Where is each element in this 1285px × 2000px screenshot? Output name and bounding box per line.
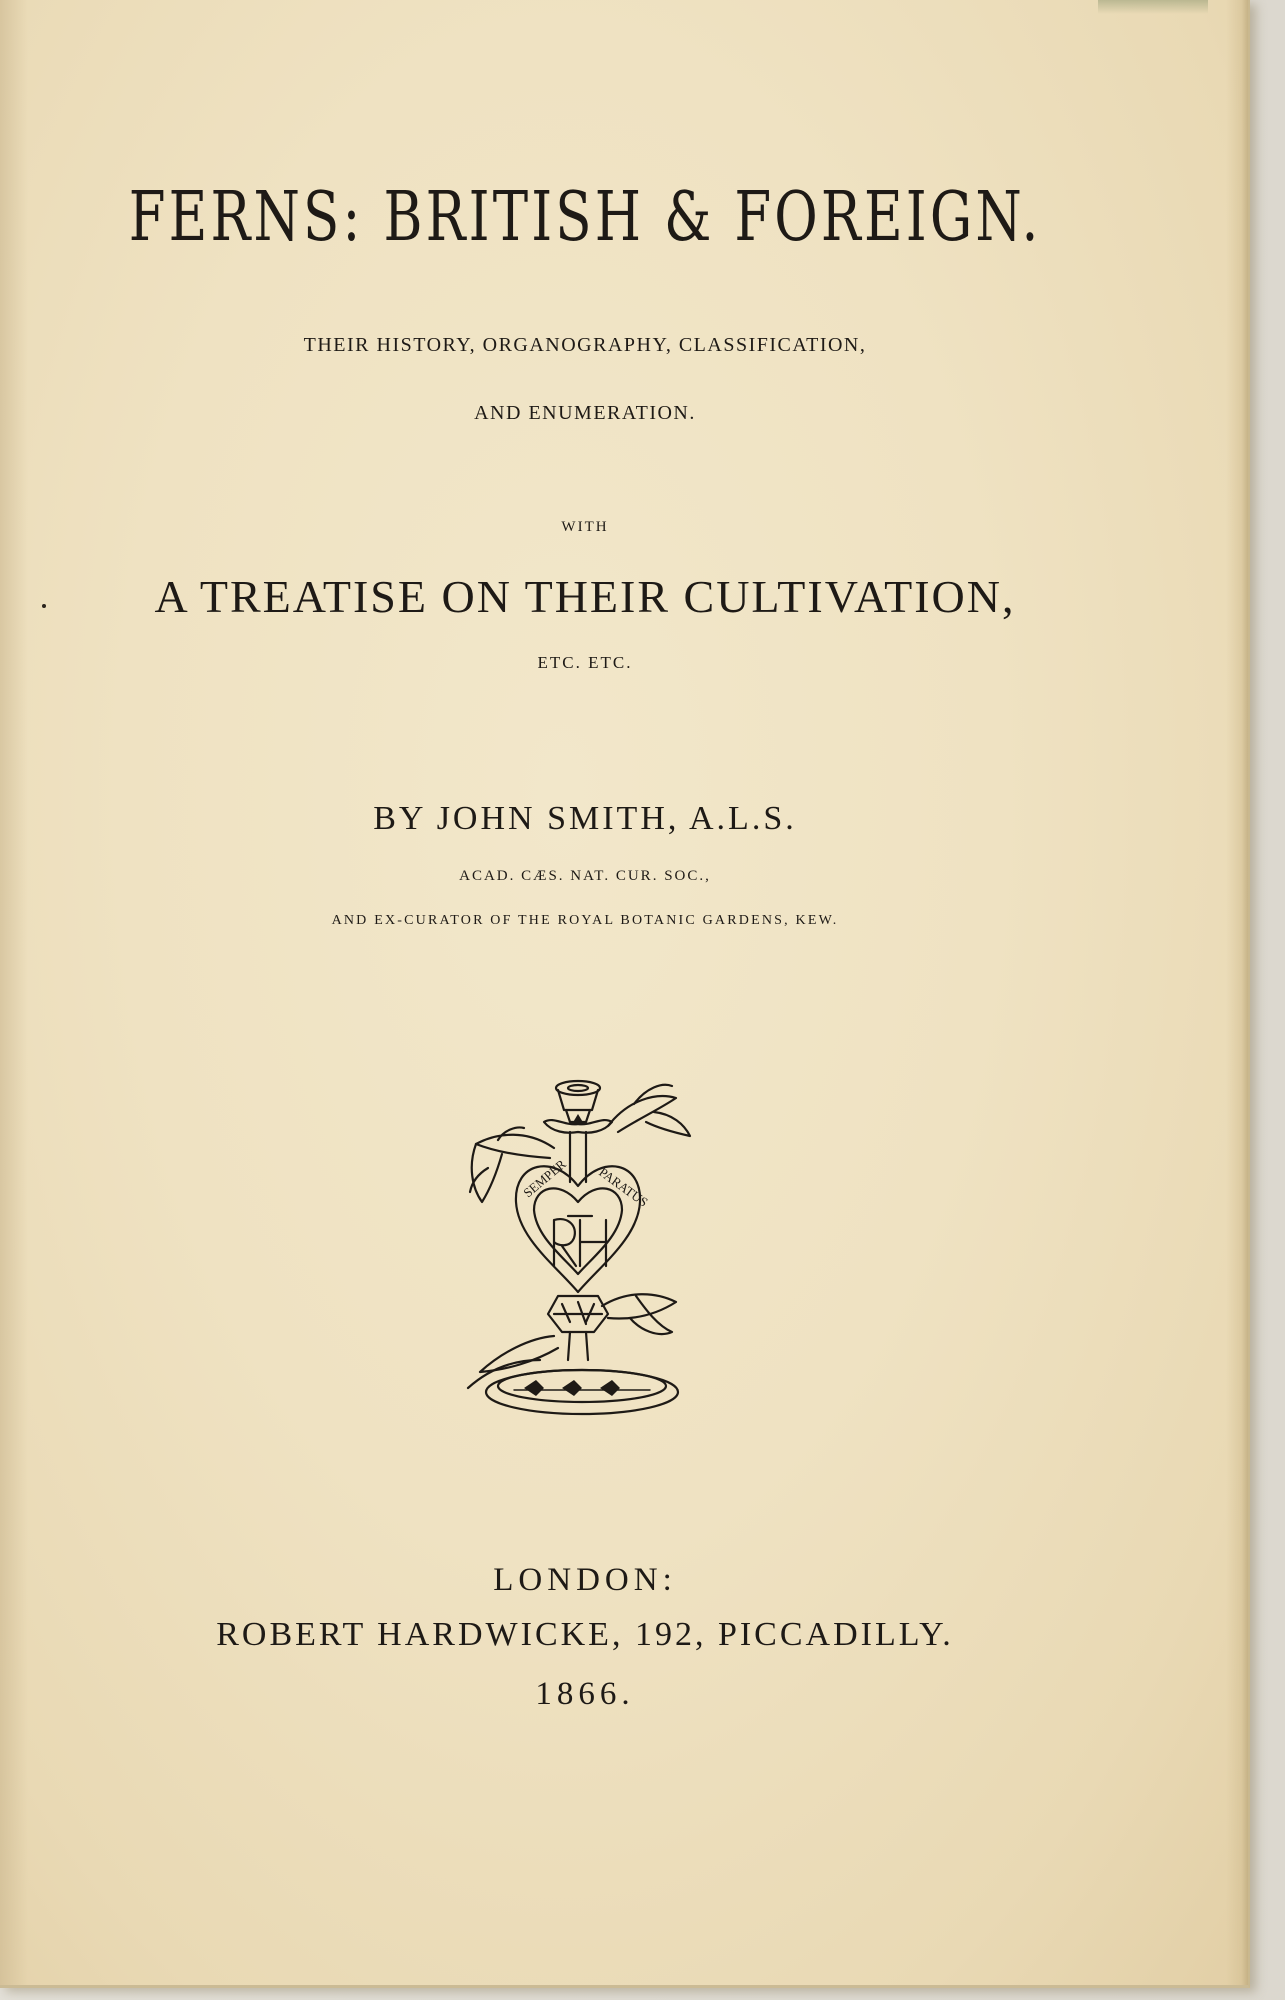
with-label: WITH [561,519,609,535]
page-edge [1226,0,1248,1985]
svg-text:SEMPER: SEMPER [520,1156,569,1201]
publisher-device-emblem-icon [458,1070,698,1440]
book-title: FERNS: BRITISH & FOREIGN. [128,178,1042,257]
author-credential-1: ACAD. CÆS. NAT. CUR. SOC., [459,868,711,884]
author-credential-2: AND EX-CURATOR OF THE ROYAL BOTANIC GARDENS, KEW. [331,913,839,928]
publisher-name: ROBERT HARDWICKE, 192, PICCADILLY. [216,1616,954,1653]
publication-place: LONDON: [493,1562,677,1598]
subtitle-line-1: THEIR HISTORY, ORGANOGRAPHY, CLASSIFICATION, [303,334,867,356]
cover-tint [1098,0,1208,14]
author-byline: BY JOHN SMITH, A.L.S. [373,800,797,837]
subtitle-line-2: AND ENUMERATION. [474,402,696,424]
etc-label: ETC. ETC. [537,653,633,672]
svg-text:PARATUS: PARATUS [596,1164,651,1210]
treatise-heading: A TREATISE ON THEIR CULTIVATION, [154,571,1016,622]
publication-year: 1866. [535,1676,635,1712]
